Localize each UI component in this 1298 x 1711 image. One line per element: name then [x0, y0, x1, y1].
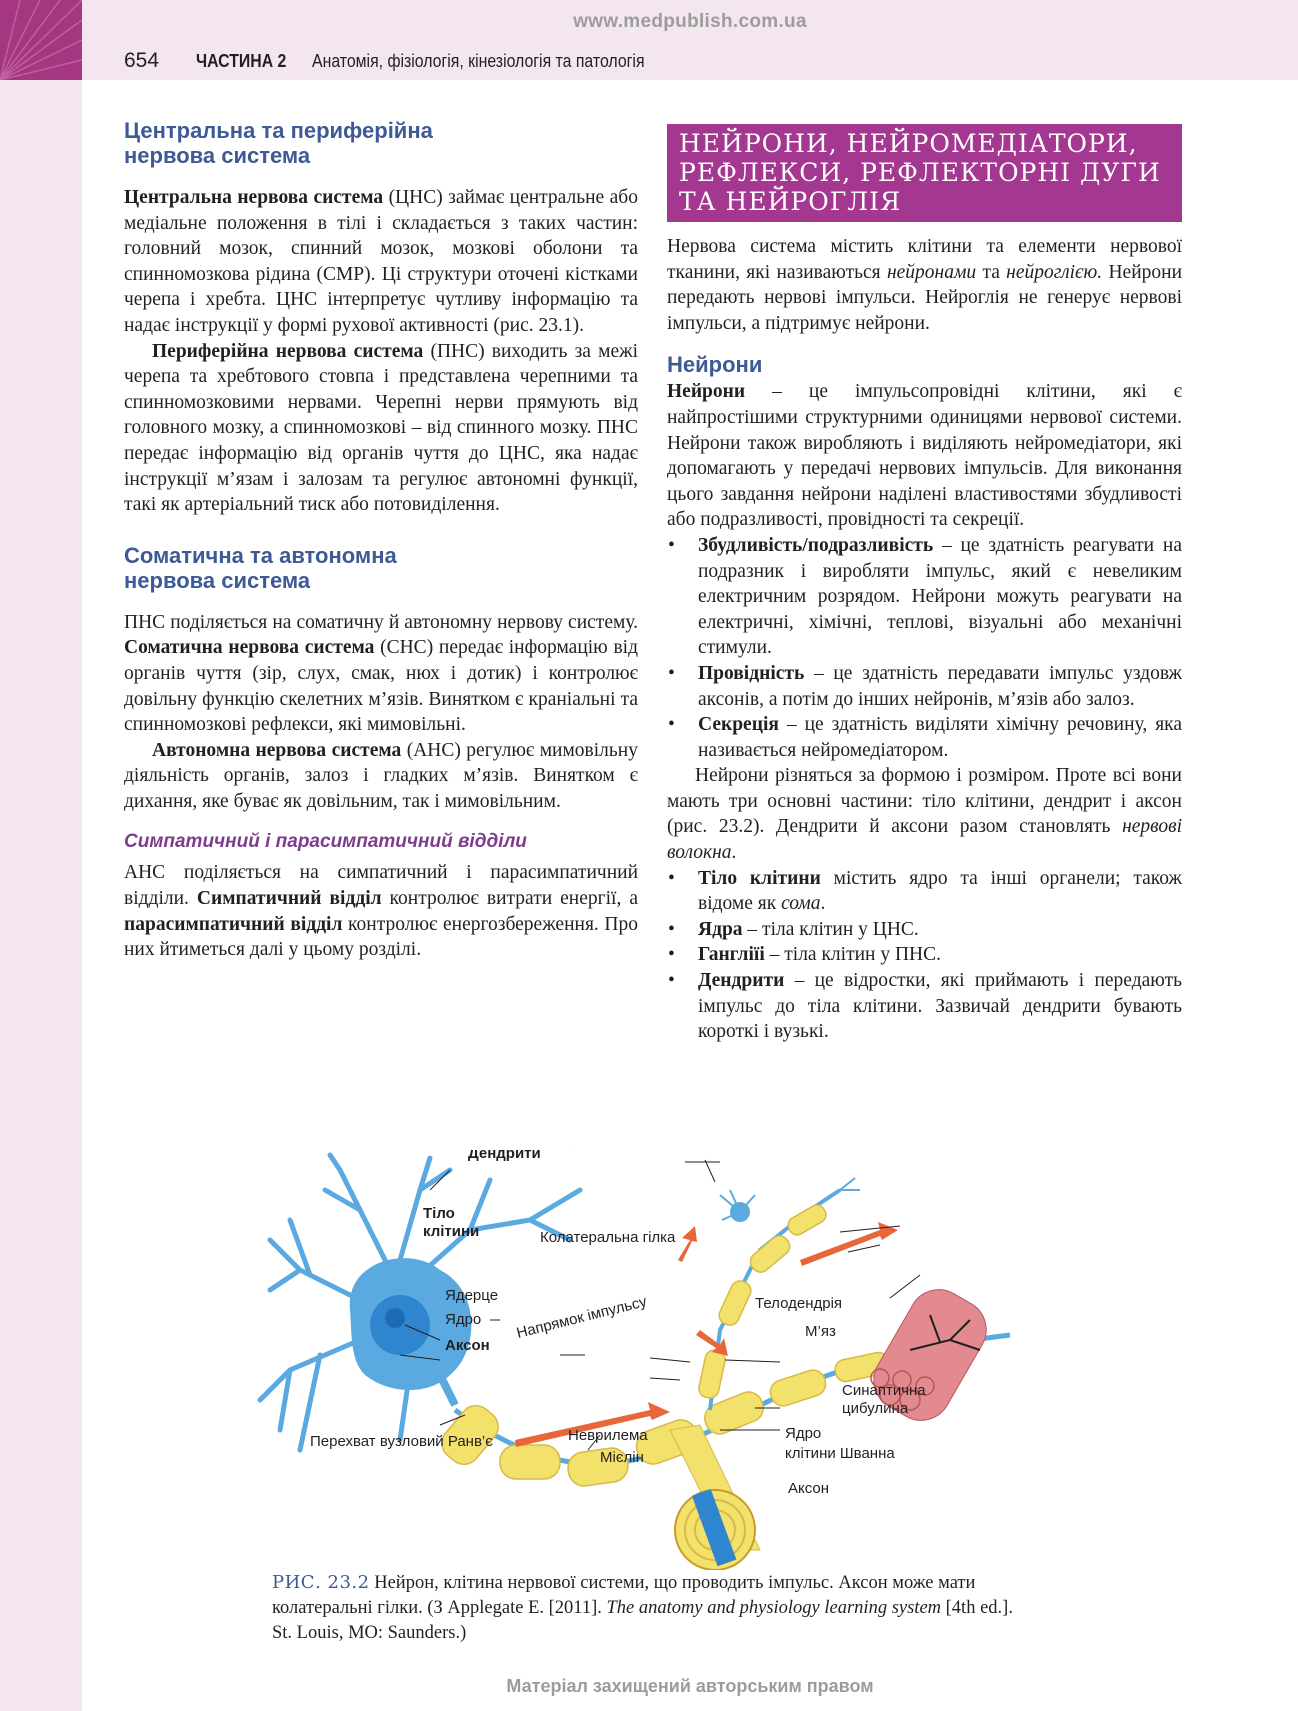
label-axon-bold: Аксон — [445, 1337, 490, 1354]
label-schwann-1: Ядро — [785, 1425, 822, 1442]
label-synaptic-2: цибулина — [842, 1400, 909, 1417]
figure-label: РИС. 23.2 — [272, 1572, 370, 1593]
label-myelin: Мієлін — [600, 1449, 644, 1466]
corner-decoration — [0, 0, 82, 80]
paragraph-neurons: Нейрони – це імпульсопровідні клітини, які є найпростішими структурними одиницями нервової системи. Нейрони також виробляють і виділяють нейромедіатори, які допомагають у передачі нервових імпульсів. Для виконання цього завдання нейрони наділені властивостями збудливості або подразливості, провідності та секреції. — [667, 381, 1182, 531]
cross-section-shape — [670, 1425, 760, 1570]
paragraph-cns: Центральна нервова система (ЦНС) займає центральне або медіальне положення в тілі і складається з таких частин: головний мозок, спинний мозок, мозкові оболони та спинномозкова рідина (СМР). Ці структури оточені кістками черепа і хребта. ЦНС інтерпретує чутливу інформацію та надає інструкції у формі рухової активності (рис. 23.1). — [124, 187, 638, 336]
heading-somatic-autonomic: Соматична та автономна нервова система — [124, 542, 397, 593]
properties-list — [667, 533, 1182, 763]
label-axon: Аксон — [788, 1480, 830, 1497]
part-title: Анатомія, фізіологія, кінезіологія та патологія — [312, 51, 645, 71]
figure-caption: РИС. 23.2 Нейрон, клітина нервової системи, що проводить імпульс. Аксон може мати колатеральні гілки. (З Applegate E. [2011]. The anatomy and physiology learning system [4th ed.]. St. Louis, MO: Saunders.) — [272, 1572, 1013, 1643]
part-label: ЧАСТИНА 2 — [196, 51, 287, 71]
neuron-figure — [250, 1150, 1100, 1570]
list-item: • Секреція – це здатність виділяти хімічну речовину, яка називається нейромедіатором. — [667, 712, 1182, 763]
list-item: • Збудливість/подразливість – це здатність реагувати на подразник і виробляти імпульс, який є невеликим електричним розрядом. Нейрони можуть реагувати на електричні, хімічні, теплові, візуальні або механічні стимули. — [667, 533, 1182, 661]
label-nucleus: Ядро — [445, 1311, 482, 1328]
list-item: • Дендрити – це відростки, які приймають і передають імпульс до тіла клітини. Зазвичай дендрити бувають короткі і вузькі. — [667, 968, 1182, 1045]
page-number: 654 — [124, 49, 160, 72]
label-schwann-2: клітини Шванна — [785, 1445, 895, 1462]
right-column — [667, 124, 1182, 1045]
left-margin-band — [0, 0, 82, 1711]
parts-list — [667, 866, 1182, 1045]
nucleolus-shape — [385, 1308, 405, 1328]
copyright-footer: Матеріал захищений авторським правом — [506, 1676, 874, 1696]
label-impulse: Напрямок імпульсу — [514, 1293, 649, 1342]
paragraph-pns: Периферійна нервова система (ПНС) виходить за межі черепа та хребтового стовпа і представлена черепними та спинномозковими нервами. Черепні нерви прямують від головного мозку, а спинномозкові – від спинного мозку. ПНС передає інформацію від органів чуття до ЦНС, яка надає інструкції м’язам і залозам та регулює автономні функції, такі як артеріальний тиск або потовиділення. — [124, 340, 639, 516]
list-item: • Ядра – тіла клітин у ЦНС. — [667, 917, 1182, 943]
left-column — [124, 118, 638, 963]
label-telodendria: Телодендрія — [755, 1295, 843, 1312]
list-item: • Гангліїі – тіла клітин у ПНС. — [667, 942, 1182, 968]
section-banner: НЕЙРОНИ, НЕЙРОМЕДІАТОРИ, РЕФЛЕКСИ, РЕФЛЕКТОРНІ ДУГИ ТА НЕЙРОГЛІЯ — [667, 124, 1182, 222]
label-cell-body-1: Тіло — [423, 1205, 455, 1222]
paragraph-neuron-parts: Нейрони різняться за формою і розміром. Проте всі вони мають три основні частини: тіло клітини, дендрит і аксон (рис. 23.2). Дендрити й аксони разом становлять нервові волокна. — [667, 765, 1182, 864]
paragraph-somatic: ПНС поділяється на соматичну й автономну нервову систему. Соматична нервова система (СНС) передає інформацію від органів чуття (зір, слух, смак, нюх і дотик) і контролює довільну функцію скелетних м’язів. Винятком є краніальні та спинномозкові рефлекси, які мимовільні. — [124, 611, 638, 736]
list-item: • Тіло клітини містить ядро та інші органели; також відоме як сома. — [667, 866, 1182, 917]
label-ranvier: Перехват вузловий Ранв’є — [310, 1433, 493, 1450]
paragraph-neurons-intro: Нервова система містить клітини та елементи нервової тканини, які називаються нейронами та нейроглією. Нейрони передають нервові імпульси. Нейроглія не генерує нервові імпульси, а підтримує нейрони. — [667, 236, 1183, 334]
heading-sympathetic: Симпатичний і парасимпатичний відділи — [124, 831, 527, 853]
paragraph-autonomic: Автономна нервова система (АНС) регулює мимовільну діяльність органів, залоз і гладких м’язів. Винятком є дихання, яке буває як довільним, так і мимовільним. — [124, 739, 638, 812]
label-cell-body-2: клітини — [423, 1223, 480, 1240]
label-nucleolus: Ядерце — [445, 1287, 499, 1304]
neuron-illustration — [250, 1150, 1100, 1570]
label-muscle: М’яз — [805, 1323, 836, 1340]
paragraph-sympathetic: АНС поділяється на симпатичний і парасимпатичний відділи. Симпатичний відділ контролює витрати енергії, а парасимпатичний відділ контролює енергозбереження. Про них йтиметься далі у цьому розділі. — [124, 862, 638, 961]
label-synaptic-1: Синаптична — [842, 1382, 926, 1399]
list-item: • Провідність – це здатність передавати імпульс уздовж аксонів, а потім до інших нейронів, м’язів або залоз. — [667, 661, 1182, 712]
heading-neurons: Нейрони — [667, 352, 763, 378]
label-dendrites: Дендрити — [468, 1150, 541, 1162]
heading-cns-pns: Центральна та периферійна нервова система — [124, 118, 433, 168]
publisher-url[interactable]: www.medpublish.com.ua — [573, 11, 807, 32]
label-collateral: Колатеральна гілка — [540, 1229, 676, 1246]
label-neurilemma: Неврилема — [568, 1427, 648, 1444]
